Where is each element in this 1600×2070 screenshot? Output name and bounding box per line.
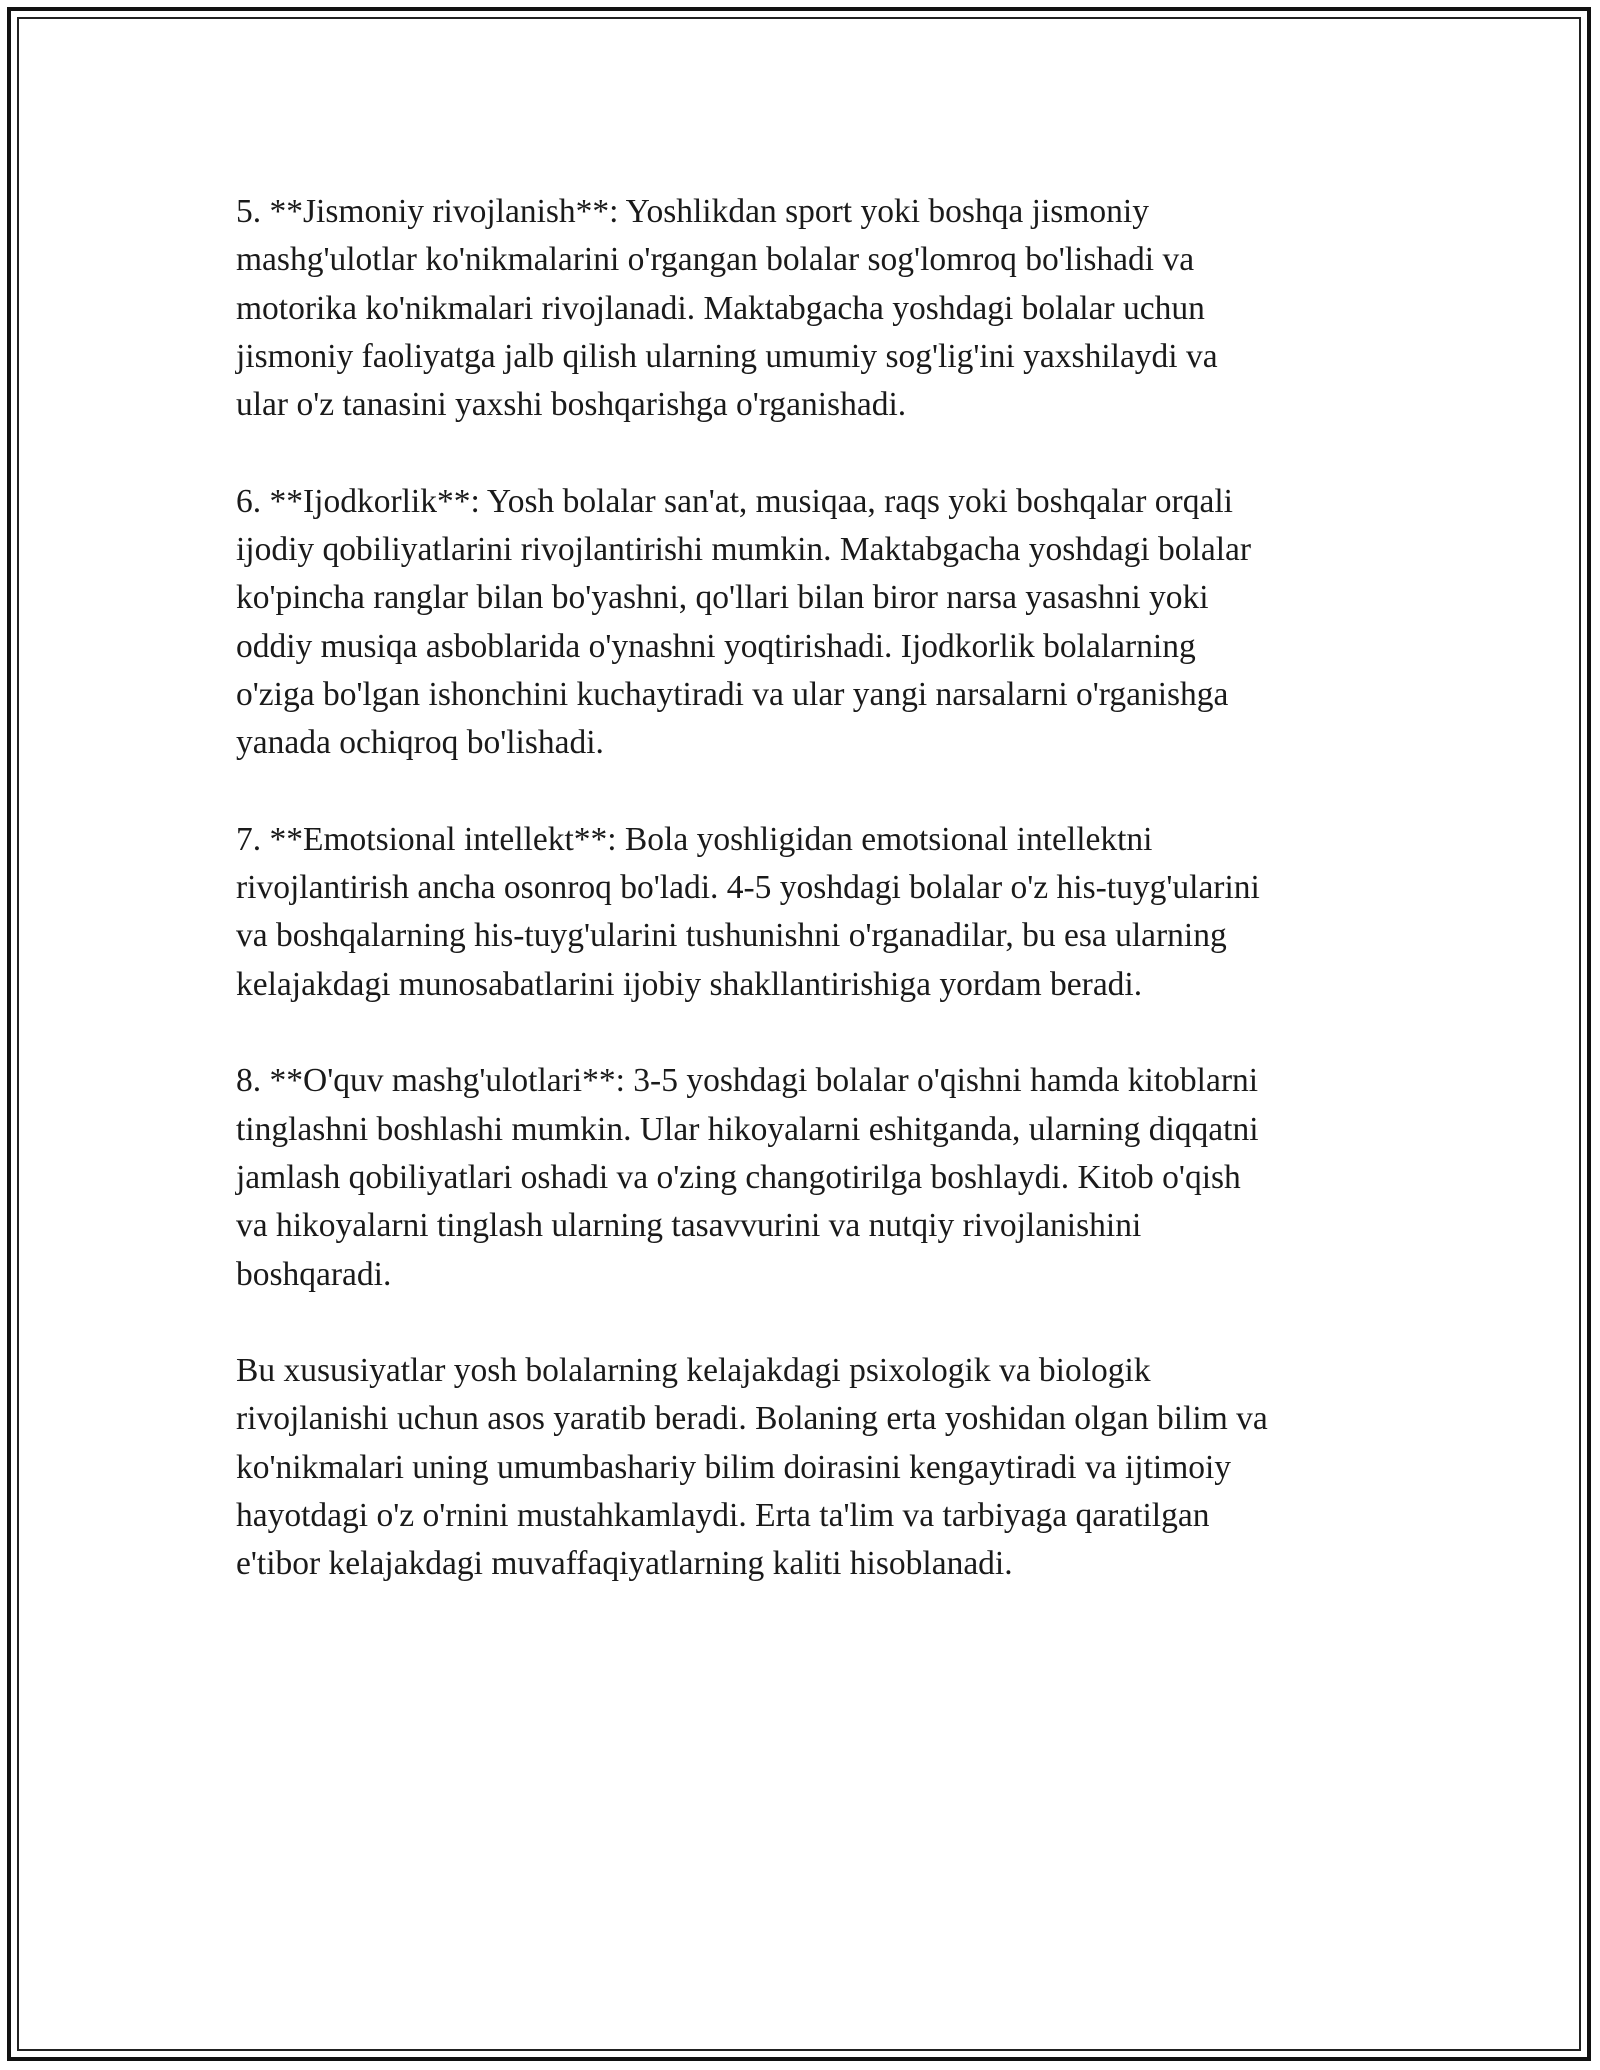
text-line: oddiy musiqa asboblarida o'ynashni yoqtirishadi. Ijodkorlik bolalarning: [236, 627, 1196, 665]
paragraph-emotional-intelligence: [236, 816, 1386, 1009]
paragraph-conclusion: [236, 1347, 1386, 1588]
text-line: 6. **Ijodkorlik**: Yosh bolalar san'at, musiqaa, raqs yoki boshqalar orqali: [236, 482, 1233, 520]
text-line: jismoniy faoliyatga jalb qilish ularning umumiy sog'lig'ini yaxshilaydi va: [236, 337, 1218, 375]
text-line: ijodiy qobiliyatlarini rivojlantirishi mumkin. Maktabgacha yoshdagi bolalar: [236, 531, 1252, 569]
text-line: e'tibor kelajakdagi muvaffaqiyatlarning kaliti hisoblanadi.: [236, 1545, 1013, 1583]
text-line: hayotdagi o'z o'rnini mustahkamlaydi. Erta ta'lim va tarbiyaga qaratilgan: [236, 1497, 1210, 1535]
text-line: mashg'ulotlar ko'nikmalarini o'rgangan bolalar sog'lomroq bo'lishadi va: [236, 241, 1195, 279]
text-line: rivojlantirish ancha osonroq bo'ladi. 4-5 yoshdagi bolalar o'z his-tuyg'ularini: [236, 869, 1260, 907]
text-line: jamlash qobiliyatlari oshadi va o'zing changotirilga boshlaydi. Kitob o'qish: [236, 1158, 1241, 1196]
text-line: tinglashni boshlashi mumkin. Ular hikoyalarni eshitganda, ularning diqqatni: [236, 1110, 1259, 1148]
text-line: va boshqalarning his-tuyg'ularini tushunishni o'rganadilar, bu esa ularning: [236, 917, 1227, 955]
document-body: [236, 188, 1386, 1637]
paragraph-creativity: [236, 478, 1386, 768]
text-line: Bu xususiyatlar yosh bolalarning kelajakdagi psixologik va biologik: [236, 1352, 1151, 1390]
text-line: kelajakdagi munosabatlarini ijobiy shakllantirishiga yordam beradi.: [236, 965, 1143, 1003]
text-line: 8. **O'quv mashg'ulotlari**: 3-5 yoshdagi bolalar o'qishni hamda kitoblarni: [236, 1062, 1259, 1100]
text-line: ko'nikmalari uning umumbashariy bilim doirasini kengaytiradi va ijtimoiy: [236, 1448, 1232, 1486]
paragraph-learning-activities: [236, 1057, 1386, 1298]
text-line: va hikoyalarni tinglash ularning tasavvurini va nutqiy rivojlanishini: [236, 1207, 1142, 1245]
text-line: yanada ochiqroq bo'lishadi.: [236, 724, 604, 762]
paragraph-physical-development: [236, 188, 1386, 429]
text-line: ular o'z tanasini yaxshi boshqarishga o'rganishadi.: [236, 386, 907, 424]
text-line: 7. **Emotsional intellekt**: Bola yoshligidan emotsional intellektni: [236, 820, 1153, 858]
text-line: 5. **Jismoniy rivojlanish**: Yoshlikdan sport yoki boshqa jismoniy: [236, 193, 1149, 230]
text-line: o'ziga bo'lgan ishonchini kuchaytiradi va ular yangi narsalarni o'rganishga: [236, 675, 1229, 713]
text-line: motorika ko'nikmalari rivojlanadi. Maktabgacha yoshdagi bolalar uchun: [236, 289, 1205, 327]
text-line: ko'pincha ranglar bilan bo'yashni, qo'llari bilan biror narsa yasashni yoki: [236, 579, 1209, 617]
text-line: boshqaradi.: [236, 1255, 392, 1293]
text-line: rivojlanishi uchun asos yaratib beradi. Bolaning erta yoshidan olgan bilim va: [236, 1400, 1268, 1438]
